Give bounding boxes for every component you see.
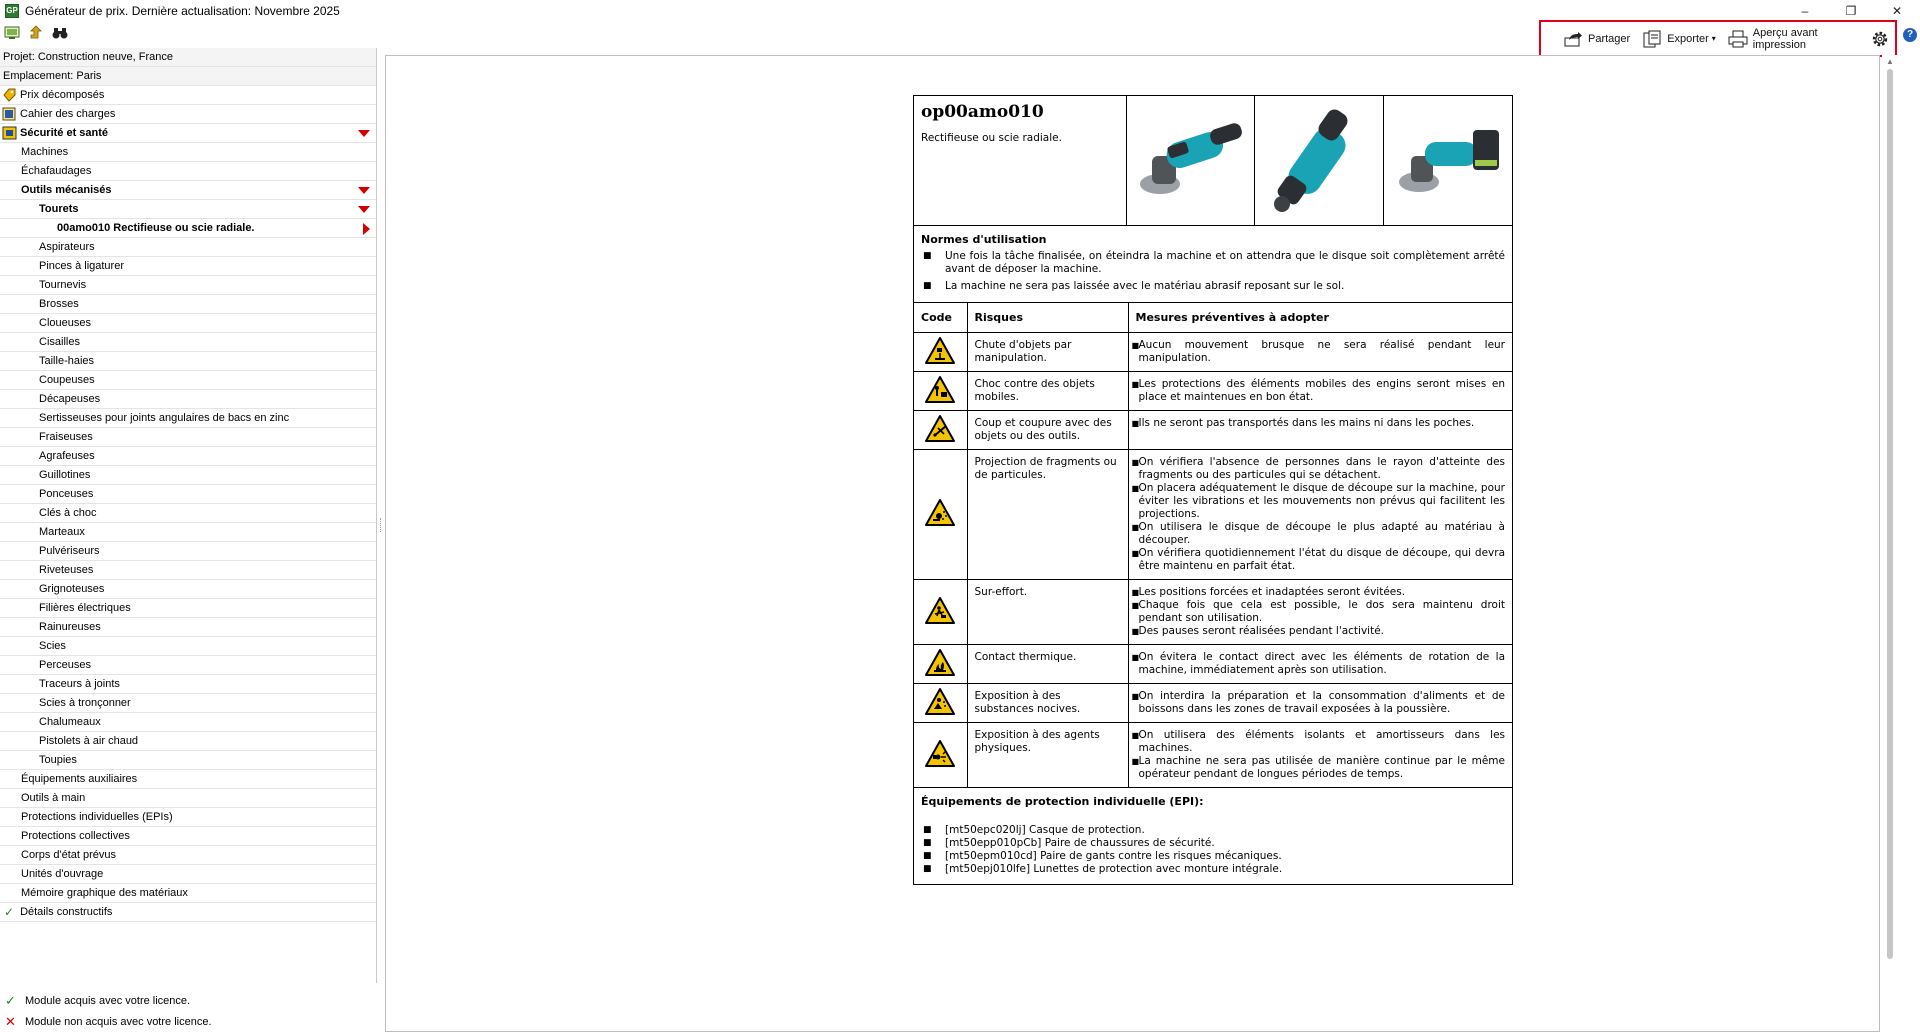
tree-item[interactable]	[0, 561, 376, 580]
tree-item[interactable]	[0, 276, 376, 295]
measure-item: ■ La machine ne sera pas utilisée de manière continue par le même opérateur pendant de longues périodes de temps.	[1131, 754, 1505, 780]
epi-section	[914, 788, 1512, 884]
tree-item[interactable]	[0, 409, 376, 428]
measures-cell	[1128, 644, 1512, 683]
angle-grinder-icon	[1127, 96, 1255, 226]
tree-item-label: Chalumeaux	[39, 716, 101, 728]
project-row[interactable]: Projet: Construction neuve, France	[0, 48, 376, 67]
measures-cell	[1128, 579, 1512, 644]
check-icon: ✓	[4, 905, 15, 919]
tree-item-label: Clés à choc	[39, 507, 97, 519]
tree-item-label: Pulvériseurs	[39, 545, 100, 557]
tree-item-label: Protections collectives	[21, 830, 130, 842]
tree-item-label: Unités d'ouvrage	[21, 868, 104, 880]
tree-item-label: Échafaudages	[21, 165, 92, 177]
tree-item[interactable]	[0, 808, 376, 827]
tree-item-label: Corps d'état prévus	[21, 849, 117, 861]
measure-item: ■ Aucun mouvement brusque ne sera réalisé pendant leur manipulation.	[1131, 338, 1505, 364]
measures-header: Mesures préventives à adopter	[1128, 303, 1512, 332]
measure-item: ■ Chaque fois que cela est possible, le dos sera maintenu droit pendant son utilisation.	[1131, 598, 1505, 624]
tree-item[interactable]	[0, 884, 376, 903]
tree-item-label: Pistolets à air chaud	[39, 735, 139, 747]
safety-icon	[2, 126, 17, 140]
measure-item: ■ Ils ne seront pas transportés dans les mains ni dans les poches.	[1131, 416, 1475, 429]
straight-grinder-icon	[1255, 96, 1383, 226]
tree-item[interactable]	[0, 827, 376, 846]
tree-item[interactable]	[0, 238, 376, 257]
tree-item[interactable]	[0, 713, 376, 732]
tree-item-label: Aspirateurs	[39, 241, 95, 253]
risk-row	[914, 579, 1512, 644]
price-icon	[2, 88, 17, 102]
tree-item[interactable]	[0, 865, 376, 884]
tree-item-label: Pinces à ligaturer	[39, 260, 124, 272]
measure-item: ■ Les positions forcées et inadaptées seront évitées.	[1131, 585, 1406, 598]
usage-norms	[914, 226, 1512, 303]
tree-item-label: Marteaux	[39, 526, 85, 538]
moving-object-warning-icon	[914, 371, 967, 410]
legend-acquired: ✓ Module acquis avec votre licence.	[5, 992, 191, 1008]
tree-item[interactable]	[0, 523, 376, 542]
tree-item[interactable]	[0, 675, 376, 694]
tree-item[interactable]	[0, 314, 376, 333]
screen-icon[interactable]	[4, 25, 20, 41]
binoculars-icon[interactable]	[52, 25, 68, 41]
projection-warning-icon	[914, 449, 967, 579]
tree-item-label: Tourets	[39, 203, 79, 215]
export-button[interactable]	[1642, 30, 1716, 48]
cross-icon: ✕	[5, 1013, 16, 1029]
risk-row	[914, 449, 1512, 579]
measures-cell	[1128, 683, 1512, 722]
tree-item[interactable]	[0, 789, 376, 808]
tree-item-label: Perceuses	[39, 659, 91, 671]
window-title: Générateur de prix. Dernière actualisation: Novembre 2025	[25, 4, 340, 18]
risk-text: Exposition à des agents physiques.	[967, 722, 1128, 787]
tree-item-label: Scies	[39, 640, 66, 652]
tree-item[interactable]	[0, 770, 376, 789]
measure-item: ■ On utilisera le disque de découpe le plus adapté au matériau à découper.	[1131, 520, 1505, 546]
tree-panel	[0, 48, 377, 983]
norm-item: ■ Une fois la tâche finalisée, on éteindra la machine et on attendra que le disque soit complètement arrêté avant de déposer la machine.	[923, 250, 1505, 275]
measures-cell	[1128, 371, 1512, 410]
expand-arrow-icon[interactable]	[358, 130, 370, 137]
tree-item-label: Fraiseuses	[39, 431, 93, 443]
tree-item[interactable]	[0, 846, 376, 865]
share-label: Partager	[1588, 32, 1631, 45]
tree-item-label: Coupeuses	[39, 374, 95, 386]
tree-item[interactable]	[0, 162, 376, 181]
risk-row	[914, 371, 1512, 410]
specs-icon	[2, 107, 17, 121]
risk-text: Choc contre des objets mobiles.	[967, 371, 1128, 410]
print-preview-button[interactable]	[1728, 27, 1858, 51]
tree-item[interactable]	[0, 542, 376, 561]
risk-text: Chute d'objets par manipulation.	[967, 332, 1128, 371]
tree-item[interactable]	[0, 181, 376, 200]
risk-row	[914, 332, 1512, 371]
epi-item: ■ [mt50epp010pCb] Paire de chaussures de sécurité.	[923, 836, 1215, 849]
tree-item[interactable]	[0, 105, 376, 124]
tree-item-label: Toupies	[39, 754, 77, 766]
thermal-contact-warning-icon	[914, 644, 967, 683]
vertical-scrollbar[interactable]	[1882, 55, 1898, 1032]
measure-item: ■ On placera adéquatement le disque de découpe sur la machine, pour éviter les vibrations et les mouvements non prévus qui facilitent les projections.	[1131, 481, 1505, 520]
gear-icon	[1870, 30, 1890, 48]
tree-item[interactable]	[0, 295, 376, 314]
tree-item-label: Machines	[21, 146, 69, 158]
export-label: Exporter	[1667, 32, 1709, 45]
tree-item-label: Agrafeuses	[39, 450, 95, 462]
tree-item[interactable]	[0, 618, 376, 637]
tree-item[interactable]	[0, 124, 376, 143]
tree-item[interactable]	[0, 751, 376, 770]
tree-item-label: Scies à tronçonner	[39, 697, 131, 709]
overexertion-warning-icon	[914, 579, 967, 644]
tree-item[interactable]	[0, 637, 376, 656]
tree-item-label: Taille-haies	[39, 355, 95, 367]
check-icon: ✓	[5, 992, 16, 1008]
measures-cell	[1128, 332, 1512, 371]
tree-item[interactable]	[0, 656, 376, 675]
falling-object-warning-icon	[914, 332, 967, 371]
epi-item: ■ [mt50epc020lj] Casque de protection.	[923, 823, 1145, 836]
tree-item-label: Cisailles	[39, 336, 80, 348]
window-controls	[1782, 0, 1920, 22]
tree-item[interactable]	[0, 86, 376, 105]
measures-cell	[1128, 449, 1512, 579]
tree-item[interactable]	[0, 580, 376, 599]
tree-item-label: Rainureuses	[39, 621, 101, 633]
tree-item[interactable]	[0, 428, 376, 447]
tree-item-label: Filières électriques	[39, 602, 131, 614]
risk-text: Coup et coupure avec des objets ou des outils.	[967, 410, 1128, 449]
tree-item[interactable]	[0, 200, 376, 219]
tree-item-label: Brosses	[39, 298, 79, 310]
tree-item-label: Sertisseuses pour joints angulaires de bacs en zinc	[39, 412, 290, 424]
scroll-up-icon[interactable]: ▲	[1886, 57, 1894, 66]
measure-item: ■ On interdira la préparation et la consommation d'aliments et de boissons dans les zones de travail exposées à la poussière.	[1131, 689, 1505, 715]
tree-item-label: Tournevis	[39, 279, 87, 291]
physical-agents-warning-icon	[914, 722, 967, 787]
measures-cell	[1128, 410, 1512, 449]
tree-item[interactable]	[0, 694, 376, 713]
tree-item-label: Décapeuses	[39, 393, 101, 405]
tree-item[interactable]	[0, 390, 376, 409]
tree-item[interactable]	[0, 599, 376, 618]
tree-item-label: Protections individuelles (EPIs)	[21, 811, 173, 823]
document-view	[385, 55, 1880, 1032]
selected-arrow-icon	[363, 223, 370, 235]
epi-item: ■ [mt50epj010lfe] Lunettes de protection avec monture intégrale.	[923, 862, 1283, 875]
measure-item: ■ Des pauses seront réalisées pendant l'activité.	[1131, 624, 1384, 637]
help-icon[interactable]: ?	[1903, 28, 1917, 42]
measures-cell	[1128, 722, 1512, 787]
tree-item[interactable]	[0, 333, 376, 352]
expand-arrow-icon[interactable]	[358, 206, 370, 213]
title-bar	[0, 0, 1920, 22]
sheet-description: Rectifieuse ou scie radiale.	[921, 132, 1062, 144]
tree-item[interactable]	[0, 903, 376, 922]
location-row[interactable]: Emplacement: Paris	[0, 67, 376, 86]
tree-item[interactable]	[0, 732, 376, 751]
tree-item-label: Cloueuses	[39, 317, 91, 329]
maximize-button[interactable]: ❐	[1845, 4, 1857, 18]
sheet-code: op00amo010	[921, 102, 1044, 122]
share-button[interactable]	[1563, 30, 1630, 48]
tree-item[interactable]	[0, 504, 376, 523]
epi-item: ■ [mt50epm010cd] Paire de gants contre les risques mécaniques.	[923, 849, 1282, 862]
tree-item-label: Riveteuses	[39, 564, 94, 576]
risk-row	[914, 644, 1512, 683]
settings-button[interactable]	[1870, 30, 1895, 48]
tree-item[interactable]	[0, 485, 376, 504]
risks-header: Risques	[967, 303, 1128, 332]
toolbar	[0, 22, 380, 44]
risks-table	[914, 303, 1512, 788]
tree-item[interactable]	[0, 219, 376, 238]
print-preview-label: Aperçu avant impression	[1752, 26, 1818, 51]
risk-row	[914, 683, 1512, 722]
cut-warning-icon	[914, 410, 967, 449]
measure-item: ■ Les protections des éléments mobiles des engins seront mises en place et maintenues en bon état.	[1131, 377, 1505, 403]
tree-item-label: Guillotines	[39, 469, 91, 481]
tree-item-label: 00amo010 Rectifieuse ou scie radiale.	[57, 222, 255, 234]
tree-item[interactable]	[0, 447, 376, 466]
norm-item: ■ La machine ne sera pas laissée avec le matériau abrasif reposant sur le sol.	[923, 280, 1345, 292]
tree-item-label: Détails constructifs	[20, 906, 113, 918]
expand-arrow-icon[interactable]	[358, 187, 370, 194]
sheet-header	[914, 96, 1512, 226]
minimize-button[interactable]: –	[1801, 4, 1809, 18]
export-icon	[1642, 30, 1662, 48]
measure-item: ■ On utilisera des éléments isolants et amortisseurs dans les machines.	[1131, 728, 1505, 754]
up-level-icon[interactable]	[28, 25, 44, 41]
safety-sheet	[913, 95, 1513, 885]
scrollbar-thumb[interactable]	[1887, 69, 1893, 959]
tree-item-label: Outils à main	[21, 792, 86, 804]
cordless-grinder-icon	[1384, 96, 1512, 226]
tree-item-label: Grignoteuses	[39, 583, 105, 595]
tree-item-label: Équipements auxiliaires	[21, 773, 138, 785]
risk-row	[914, 722, 1512, 787]
risk-text: Exposition à des substances nocives.	[967, 683, 1128, 722]
tree-item[interactable]	[0, 466, 376, 485]
tree-item-label: Cahier des charges	[20, 108, 116, 120]
printer-icon	[1728, 30, 1748, 48]
panel-splitter[interactable]	[380, 518, 383, 532]
app-icon: GP	[5, 4, 19, 18]
tree-item-label: Sécurité et santé	[20, 127, 109, 139]
risk-text: Contact thermique.	[967, 644, 1128, 683]
measure-item: ■ On vérifiera quotidiennement l'état du disque de découpe, qui devra être maintenu en parfait état.	[1131, 546, 1505, 572]
usage-norms-title: Normes d'utilisation	[921, 233, 1047, 246]
tree-item[interactable]	[0, 143, 376, 162]
share-icon	[1563, 30, 1583, 48]
measure-item: ■ On évitera le contact direct avec les éléments de rotation de la machine, immédiatement après son utilisation.	[1131, 650, 1505, 676]
measure-item: ■ On vérifiera l'absence de personnes dans le rayon d'atteinte des fragments ou des particules qui se détachent.	[1131, 455, 1505, 481]
epi-title: Équipements de protection individuelle (EPI):	[921, 794, 1204, 808]
tree-item[interactable]	[0, 371, 376, 390]
document-actions	[1539, 20, 1897, 57]
risk-text: Sur-effort.	[967, 579, 1128, 644]
close-button[interactable]: ✕	[1891, 4, 1903, 18]
tree-item[interactable]	[0, 257, 376, 276]
tree-item[interactable]	[0, 352, 376, 371]
risk-row	[914, 410, 1512, 449]
noxious-substance-warning-icon	[914, 683, 967, 722]
legend-not-acquired: ✕ Module non acquis avec votre licence.	[5, 1013, 212, 1029]
tree-item-label: Mémoire graphique des matériaux	[21, 887, 188, 899]
tree-item-label: Ponceuses	[39, 488, 94, 500]
tree-item-label: Outils mécanisés	[21, 184, 112, 196]
license-legend	[0, 990, 377, 1032]
tree-item-label: Prix décomposés	[20, 89, 105, 101]
chevron-down-icon: ▾	[1711, 34, 1716, 43]
tree-item-label: Traceurs à joints	[39, 678, 120, 690]
risk-text: Projection de fragments ou de particules.	[967, 449, 1128, 579]
code-header: Code	[914, 303, 967, 332]
